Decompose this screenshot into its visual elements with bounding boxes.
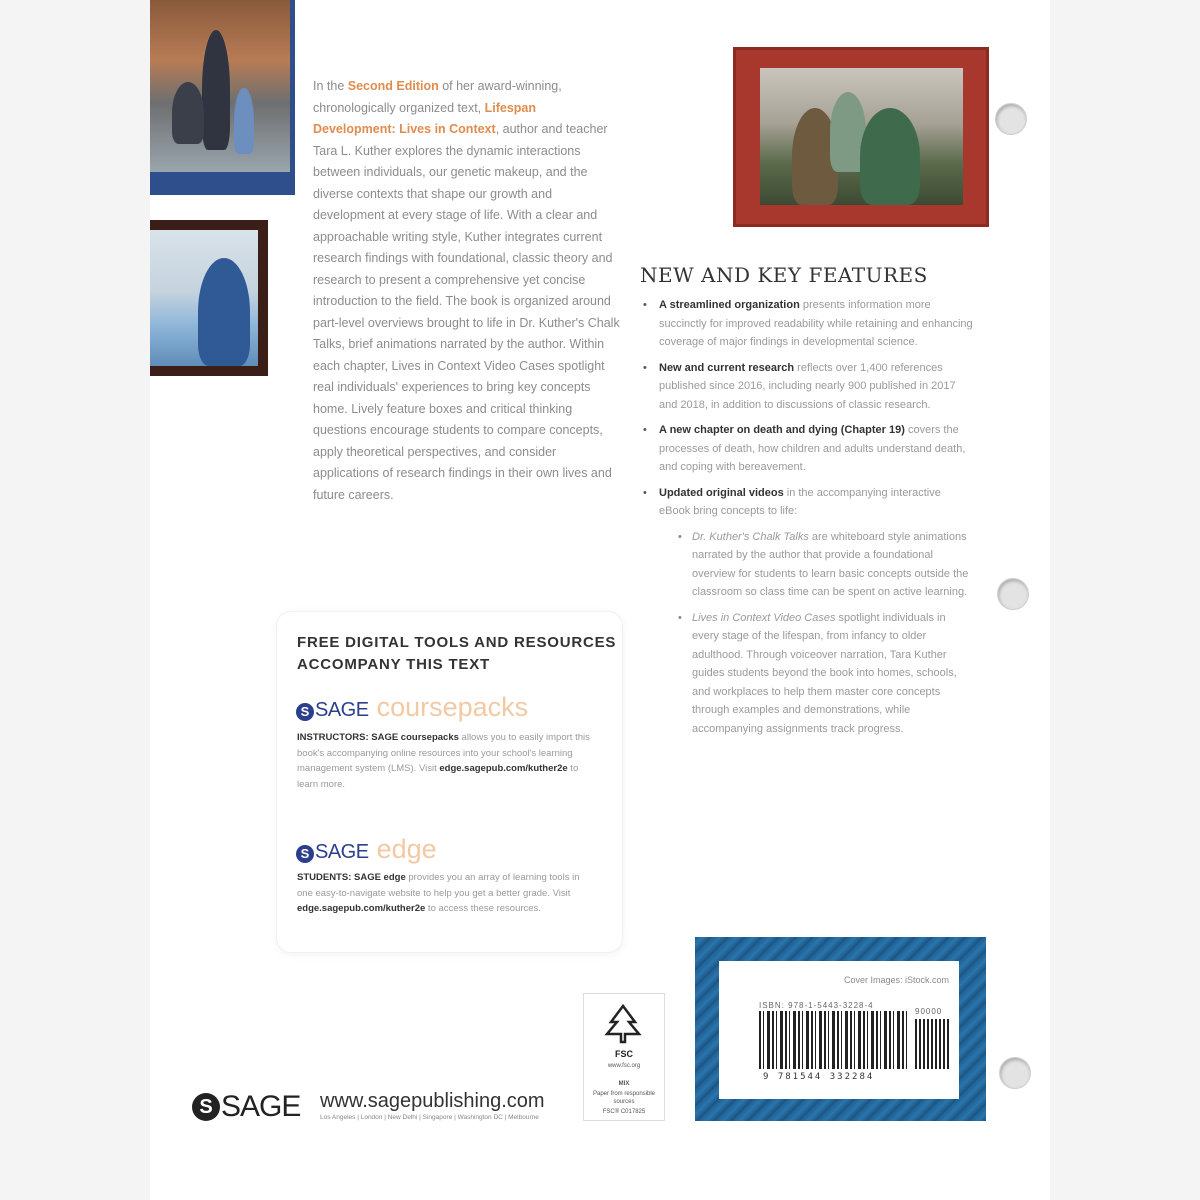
instructors-end: to learn more. [297, 763, 579, 790]
fsc-desc: Paper from responsible sources [592, 1091, 656, 1105]
edge-product: edge [376, 834, 437, 864]
students-body: provides you an array of learning tools in one easy-to-navigate website to help you get a better grade. Visit [297, 872, 580, 899]
barcode-panel [695, 937, 986, 1121]
coursepacks-product: coursepacks [376, 692, 529, 722]
feature-item [640, 421, 975, 477]
isbn-text: ISBN: 978-1-5443-3228-4 [759, 1001, 874, 1010]
fsc-code: FSC® C017825 [602, 1109, 646, 1115]
photo-figure [202, 30, 230, 150]
students-text [297, 870, 597, 917]
fsc-mix: MIX [618, 1081, 630, 1087]
subitem-text: spotlight individuals in every stage of the lifespan, from infancy to older adulthood. Through voiceover narration, Tara Kuther guides students beyond the book into homes, schools, and workplaces to help them master core concepts through examples and demonstrations, while accompanying assignments track progress. [692, 611, 957, 735]
cover-image-credit: Cover Images: iStock.com [843, 975, 949, 985]
binder-hole [997, 578, 1029, 610]
description-text: of her award-winning, chronologically organized text, [313, 79, 562, 115]
photo-men-image [760, 68, 963, 205]
barcode-bars [759, 1011, 909, 1069]
feature-subitem [640, 609, 975, 739]
feature-bold: A new chapter on death and dying (Chapter 19) [659, 424, 905, 436]
digital-tools-box [277, 612, 622, 952]
feature-item [640, 359, 975, 415]
instructors-label: INSTRUCTORS: SAGE coursepacks [297, 732, 459, 743]
photo-figure [198, 258, 250, 366]
photo-woman-image [150, 230, 258, 366]
bullet: • [643, 299, 647, 311]
feature-text: in the accompanying interactive eBook bring concepts to life: [659, 486, 941, 517]
feature-bold: A streamlined organization [659, 299, 800, 311]
sage-s-icon: S [192, 1093, 220, 1121]
bullet: • [643, 361, 647, 374]
sage-s-icon: S [296, 845, 314, 863]
instructors-text [297, 730, 597, 792]
sage-brand: SAGE [315, 699, 369, 721]
sage-footer-logo [192, 1090, 300, 1124]
photo-figure [172, 82, 204, 144]
page-margin-left [0, 0, 150, 1200]
sage-s-icon: S [296, 703, 314, 721]
photo-figure [860, 108, 920, 205]
students-url: edge.sagepub.com/kuther2e [297, 903, 426, 914]
features-list [640, 296, 975, 745]
feature-text: reflects over 1,400 references published since 2016, including nearly 900 published in 2017 and 2018, in addition to discussions of classic research. [659, 361, 956, 411]
photo-woman-hijab [150, 220, 268, 376]
students-end: to access these resources. [425, 903, 541, 914]
features-heading: NEW AND KEY FEATURES [640, 263, 928, 287]
book-description [313, 76, 621, 506]
feature-text: covers the processes of death, how children and adults understand death, and coping with bereavement. [659, 424, 966, 473]
feature-item [640, 484, 975, 521]
sage-brand: SAGE [315, 841, 369, 863]
subitem-text: are whiteboard style animations narrated by the author that provide a foundational overview for students to learn basic concepts outside the classroom so class time can be spent on active learning. [692, 530, 969, 598]
description-text: In the [313, 79, 348, 93]
sage-coursepacks-logo [296, 692, 528, 723]
sage-edge-logo [296, 834, 437, 865]
book-title-highlight: Lifespan Development: Lives in Context [313, 100, 537, 136]
binder-hole [995, 103, 1027, 135]
bullet: • [678, 611, 682, 624]
publisher-cities: Los Angeles | London | New Delhi | Singapore | Washington DC | Melbourne [320, 1114, 539, 1121]
price-barcode-bars [915, 1019, 951, 1069]
feature-item [640, 296, 975, 352]
barcode-box [719, 961, 959, 1099]
feature-text: presents information more succinctly for improved readability while retaining and enhancing coverage of major findings in developmental science. [659, 299, 973, 348]
photo-three-men [733, 47, 989, 227]
photo-family-image [150, 0, 290, 172]
binder-hole [999, 1057, 1031, 1089]
description-text: , author and teacher Tara L. Kuther explores the dynamic interactions between individuals, our genetic makeup, and the diverse contexts that shape our growth and development at every stage of life. With a clear and approachable writing style, Kuther integrates current research findings with foundational, classic theory and research to present a comprehensive yet concise introduction to the field. The book is organized around part-level overviews brought to life in Dr. Kuther's Chalk Talks, brief animations narrated by the author. Within each chapter, Lives in Context Video Cases spotlight real individuals' experiences to bring key concepts home. Lively feature boxes and critical thinking questions encourage students to compare concepts, apply theoretical perspectives, and consider applications of research findings in their own lives and future careers. [313, 122, 620, 502]
students-label: STUDENTS: SAGE edge [297, 872, 406, 883]
feature-bold: Updated original videos [659, 486, 784, 499]
feature-bold: New and current research [659, 361, 795, 374]
bullet: • [643, 424, 647, 436]
price-code: 90000 [915, 1007, 943, 1016]
page-margin-right [1050, 0, 1200, 1200]
fsc-label [583, 993, 665, 1121]
fsc-brand: FSC [615, 1049, 633, 1059]
photo-family-walking [150, 0, 295, 195]
edition-highlight: Second Edition [347, 79, 439, 93]
digital-tools-heading: FREE DIGITAL TOOLS AND RESOURCES ACCOMPANY THIS TEXT [297, 634, 617, 673]
instructors-url: edge.sagepub.com/kuther2e [439, 763, 568, 774]
instructors-body: allows you to easily import this book's accompanying online resources into your school's learning management system (LMS). Visit [297, 732, 590, 774]
bullet: • [643, 486, 647, 499]
subitem-italic: Lives in Context Video Cases [692, 611, 836, 624]
fsc-site: www.fsc.org [607, 1063, 641, 1069]
sage-wordmark: SAGE [221, 1090, 301, 1123]
bullet: • [678, 530, 682, 543]
feature-subitem [640, 528, 975, 602]
photo-figure [234, 88, 254, 154]
fsc-tree-icon [599, 1002, 647, 1046]
subitem-italic: Dr. Kuther's Chalk Talks [692, 530, 809, 543]
publisher-url[interactable]: www.sagepublishing.com [320, 1090, 545, 1112]
barcode-digits: 9 781544 332284 [763, 1072, 875, 1082]
